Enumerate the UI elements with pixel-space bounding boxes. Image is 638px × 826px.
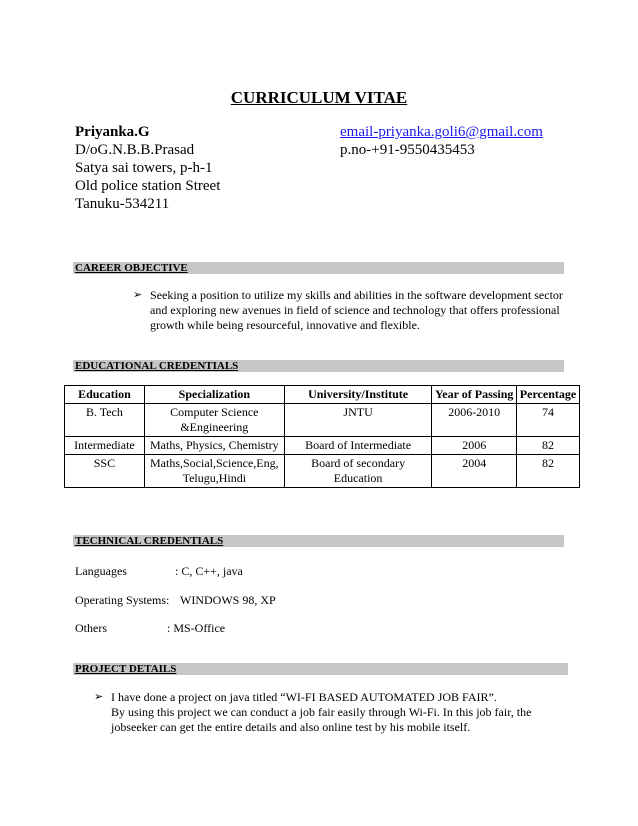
career-objective-text: Seeking a position to utilize my skills and abilities in the software development sector and exploring new avenues in field of science and technology that offers professional growth while being resourceful, innovative and flexible. — [150, 288, 563, 332]
table-cell: 82 — [517, 455, 580, 488]
table-row — [65, 455, 580, 488]
arrow-bullet-icon: ➢ — [133, 289, 143, 301]
table-row — [65, 437, 580, 455]
table-cell: Computer Science &Engineering — [144, 404, 284, 437]
table-cell: 74 — [517, 404, 580, 437]
os-label: Operating Systems: — [75, 593, 170, 607]
career-objective-bullet — [133, 288, 563, 333]
address-line-3: Tanuku-534211 — [75, 196, 170, 212]
project-heading: PROJECT DETAILS — [73, 663, 568, 675]
project-bullet — [94, 690, 568, 735]
languages-label: Languages — [75, 564, 127, 578]
address-line-2: Old police station Street — [75, 178, 221, 194]
table-row — [65, 404, 580, 437]
table-cell: B. Tech — [65, 404, 145, 437]
table-cell: 2006 — [432, 437, 517, 455]
table-cell: Maths, Physics, Chemistry — [144, 437, 284, 455]
table-cell: JNTU — [284, 404, 432, 437]
career-objective-heading: CAREER OBJECTIVE — [73, 262, 564, 274]
table-cell: 2004 — [432, 455, 517, 488]
candidate-name: Priyanka.G — [75, 124, 150, 140]
others-label: Others — [75, 621, 107, 635]
email-link[interactable]: email-priyanka.goli6@gmail.com — [340, 124, 543, 140]
project-line-2: By using this project we can conduct a job fair easily through Wi-Fi. In this job fair, the jobseeker can get the entire details and also online test by his mobile itself. — [111, 705, 532, 734]
table-cell: 2006-2010 — [432, 404, 517, 437]
address-line-1: Satya sai towers, p-h-1 — [75, 160, 213, 176]
others-value: : MS-Office — [167, 621, 226, 635]
column-header: Education — [65, 386, 145, 404]
table-header-row — [65, 386, 580, 404]
column-header: Year of Passing — [432, 386, 517, 404]
project-line-1: I have done a project on java titled “WI-FI BASED AUTOMATED JOB FAIR”. — [111, 690, 497, 704]
phone-number: p.no-+91-9550435453 — [340, 142, 475, 158]
column-header: Percentage — [517, 386, 580, 404]
technical-heading: TECHNICAL CREDENTIALS — [73, 535, 564, 547]
column-header: Specialization — [144, 386, 284, 404]
table-cell: Board of secondary Education — [284, 455, 432, 488]
arrow-bullet-icon: ➢ — [94, 691, 104, 703]
table-cell: Maths,Social,Science,Eng, Telugu,Hindi — [144, 455, 284, 488]
education-heading: EDUCATIONAL CREDENTIALS — [73, 360, 564, 372]
table-cell: Intermediate — [65, 437, 145, 455]
parent-name: D/oG.N.B.B.Prasad — [75, 142, 195, 158]
table-cell: 82 — [517, 437, 580, 455]
os-value: WINDOWS 98, XP — [180, 593, 276, 607]
education-table — [64, 385, 580, 488]
table-cell: Board of Intermediate — [284, 437, 432, 455]
document-title: CURRICULUM VITAE — [230, 88, 408, 107]
table-cell: SSC — [65, 455, 145, 488]
languages-value: : C, C++, java — [175, 564, 243, 578]
column-header: University/Institute — [284, 386, 432, 404]
